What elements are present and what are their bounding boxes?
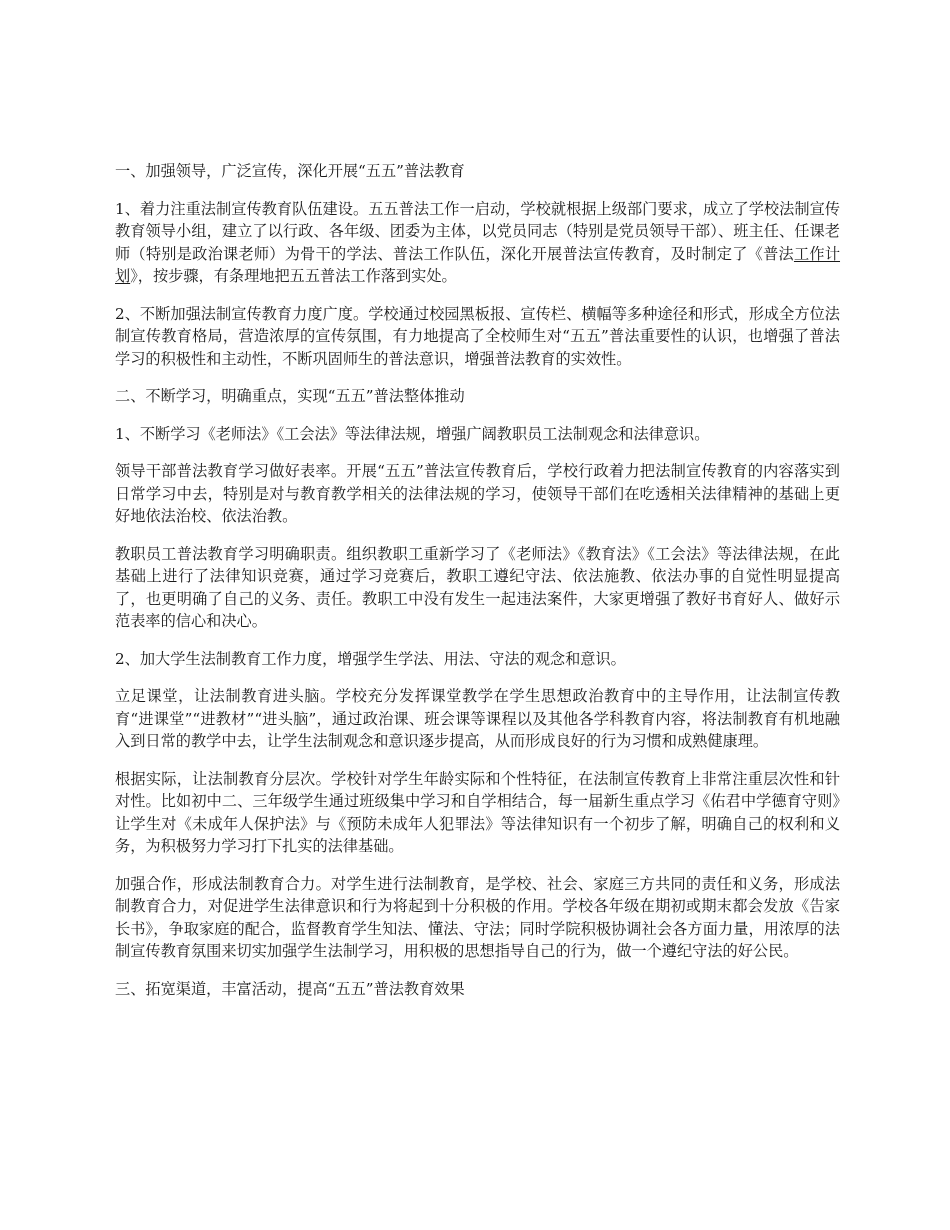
section-2-paragraph-5: 立足课堂，让法制教育进头脑。学校充分发挥课堂教学在学生思想政治教育中的主导作用，让法制宣传教育“进课堂”“进教材”“进头脑”，通过政治课、班会课等课程以及其他各学科教育内容，将法制教育有机地融入到日常的教学中去，让学生法制观念和意识逐步提高，从而形成良好的行为习惯和成熟健康理。 <box>115 687 840 750</box>
section-1-paragraph-1 <box>115 198 840 288</box>
document-body <box>115 160 840 1015</box>
section-2-paragraph-2: 领导干部普法教育学习做好表率。开展“五五”普法宣传教育后，学校行政着力把法制宣传教育的内容落实到日常学习中去，特别是对与教育教学相关的法律法规的学习，使领导干部们在吃透相关法律精神的基础上更好地依法治校、依法治教。 <box>115 462 840 525</box>
section-2-paragraph-3: 教职员工普法教育学习明确职责。组织教职工重新学习了《老师法》《教育法》《工会法》等法律法规，在此基础上进行了法律知识竞赛，通过学习竞赛后，教职工遵纪守法、依法施教、依法办事的自觉性明显提高了，也更明确了自己的义务、责任。教职工中没有发生一起违法案件，大家更增强了教好书育好人、做好示范表率的信心和决心。 <box>115 544 840 630</box>
section-3-heading: 三、拓宽渠道，丰富活动，提高“五五”普法教育效果 <box>115 979 465 998</box>
paragraph-text: 》，按步骤，有条理地把五五普法工作落到实处。 <box>130 267 457 285</box>
work-plan-link[interactable]: 工作计划 <box>115 244 841 285</box>
section-1-paragraph-2: 2、不断加强法制宣传教育力度广度。学校通过校园黑板报、宣传栏、横幅等多种途径和形式，形成全方位法制宣传教育格局，营造浓厚的宣传氛围，有力地提高了全校师生对“五五”普法重要性的认识，也增强了普法学习的积极性和主动性，不断巩固师生的普法意识，增强普法教育的实效性。 <box>115 304 840 368</box>
section-2-heading: 二、不断学习，明确重点，实现“五五”普法整体推动 <box>115 387 465 405</box>
section-1-heading: 一、加强领导，广泛宣传，深化开展“五五”普法教育 <box>115 162 465 180</box>
section-2-paragraph-7: 加强合作，形成法制教育合力。对学生进行法制教育，是学校、社会、家庭三方共同的责任和义务，形成法制教育合力，对促进学生法律意识和行为将起到十分积极的作用。学校各年级在期初或期末都会发放《告家长书》，争取家庭的配合，监督教育学生知法、懂法、守法；同时学院积极协调社会各方面力量，用浓厚的法制宣传教育氛围来切实加强学生法制学习，用积极的思想指导自己的行为，做一个遵纪守法的好公民。 <box>115 874 840 960</box>
section-2-paragraph-4: 2、加大学生法制教育工作力度，增强学生学法、用法、守法的观念和意识。 <box>115 649 626 668</box>
section-2-paragraph-6: 根据实际，让法制教育分层次。学校针对学生年龄实际和个性特征，在法制宣传教育上非常注重层次性和针对性。比如初中二、三年级学生通过班级集中学习和自学相结合，每一届新生重点学习《佑君中学德育守则》让学生对《未成年人保护法》与《预防未成年人犯罪法》等法律知识有一个初步了解，明确自己的权利和义务，为积极努力学习打下扎实的法律基础。 <box>115 769 840 855</box>
section-2-paragraph-1: 1、不断学习《老师法》《工会法》等法律法规，增强广阔教职员工法制观念和法律意识。 <box>115 424 710 443</box>
paragraph-text: 1、着力注重法制宣传教育队伍建设。五五普法工作一启动，学校就根据上级部门要求，成立了学校法制宣传教育领导小组，建立了以行政、各年级、团委为主体，以党员同志（特别是党员领导干部）、班主任、任课老师（特别是政治课老师）为骨干的学法、普法工作队伍，深化开展普法宣传教育，及时制定了《普法 <box>115 199 840 263</box>
